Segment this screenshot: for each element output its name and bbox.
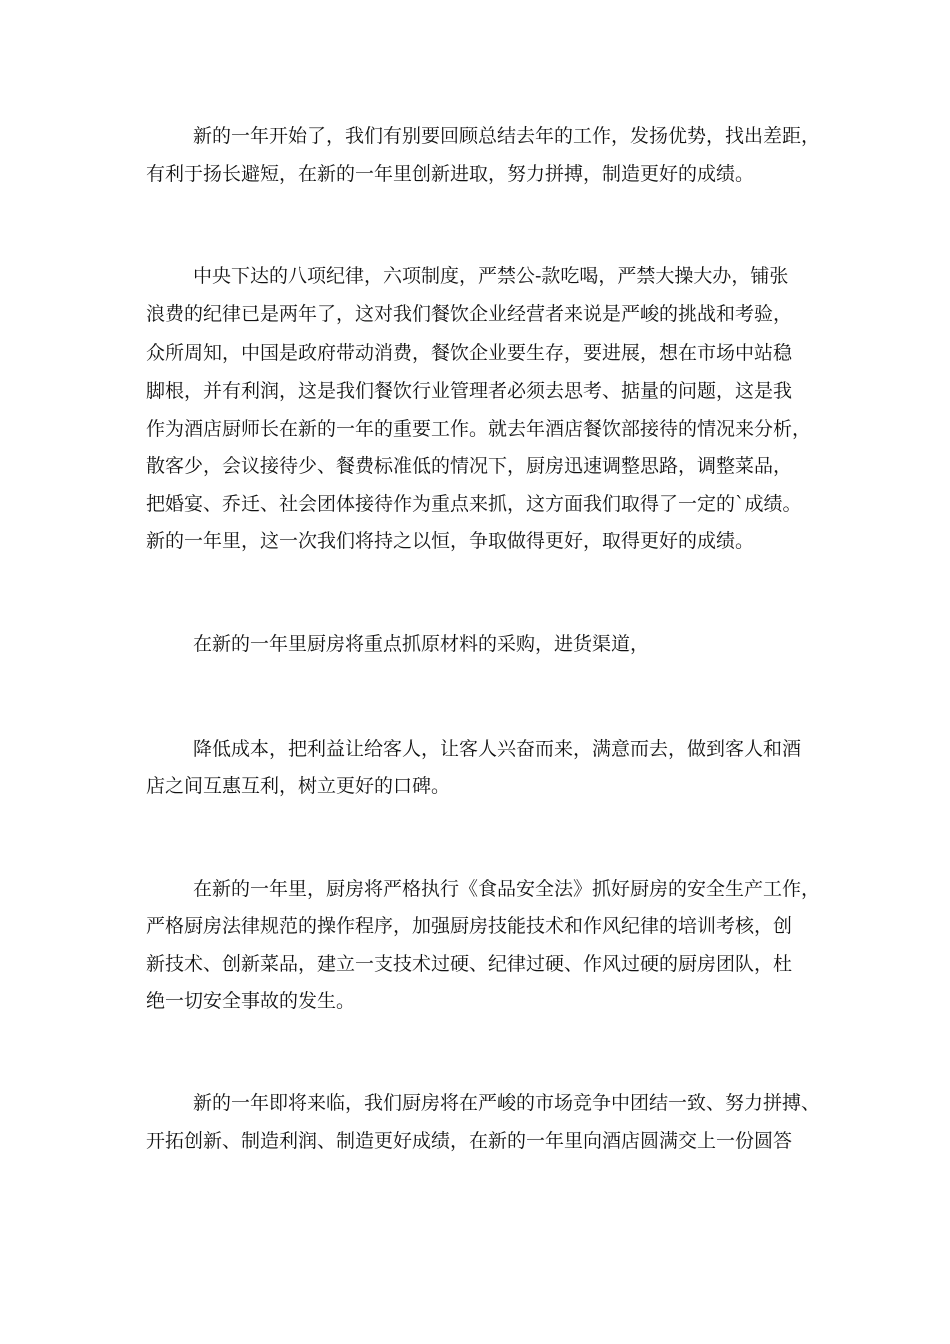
- paragraph-2-line-6: 散客少，会议接待少、餐费标准低的情况下，厨房迅速调整思路，调整菜品，: [146, 455, 793, 477]
- paragraph-2-line-1: 中央下达的八项纪律，六项制度，严禁公-款吃喝，严禁大操大办，铺张: [193, 265, 789, 287]
- paragraph-1-line-1: 新的一年开始了，我们有别要回顾总结去年的工作，发扬优势，找出差距，: [193, 125, 821, 147]
- paragraph-2-line-8: 新的一年里，这一次我们将持之以恒，争取做得更好，取得更好的成绩。: [146, 530, 755, 552]
- paragraph-2-line-3: 众所周知，中国是政府带动消费，餐饮企业要生存，要进展，想在市场中站稳: [146, 342, 793, 364]
- paragraph-5-line-4: 绝一切安全事故的发生。: [146, 990, 356, 1012]
- paragraph-4-line-2: 店之间互惠互利，树立更好的口碑。: [146, 775, 451, 797]
- paragraph-1-line-2: 有利于扬长避短，在新的一年里创新进取，努力拼搏，制造更好的成绩。: [146, 163, 755, 185]
- paragraph-2-line-4: 脚根，并有利润，这是我们餐饮行业管理者必须去思考、掂量的问题，这是我: [146, 380, 793, 402]
- paragraph-4-line-1: 降低成本，把利益让给客人，让客人兴奋而来，满意而去，做到客人和酒: [193, 738, 802, 760]
- paragraph-2-line-5: 作为酒店厨师长在新的一年的重要工作。就去年酒店餐饮部接待的情况来分析，: [146, 418, 812, 440]
- paragraph-5-line-2: 严格厨房法律规范的操作程序，加强厨房技能技术和作风纪律的培训考核，创: [146, 915, 793, 937]
- paragraph-5-line-1: 在新的一年里，厨房将严格执行《食品安全法》抓好厨房的安全生产工作，: [193, 878, 821, 900]
- paragraph-5-line-3: 新技术、创新菜品，建立一支技术过硬、纪律过硬、作风过硬的厨房团队，杜: [146, 953, 793, 975]
- paragraph-3-line-1: 在新的一年里厨房将重点抓原材料的采购，进货渠道，: [193, 633, 650, 655]
- paragraph-2-line-7: 把婚宴、乔迁、社会团体接待作为重点来抓，这方面我们取得了一定的`成绩。: [146, 493, 802, 515]
- paragraph-6-line-1: 新的一年即将来临，我们厨房将在严峻的市场竞争中团结一致、努力拼搏、: [193, 1092, 821, 1114]
- paragraph-6-line-2: 开拓创新、制造利润、制造更好成绩，在新的一年里向酒店圆满交上一份圆答: [146, 1130, 793, 1152]
- paragraph-2-line-2: 浪费的纪律已是两年了，这对我们餐饮企业经营者来说是严峻的挑战和考验，: [146, 303, 793, 325]
